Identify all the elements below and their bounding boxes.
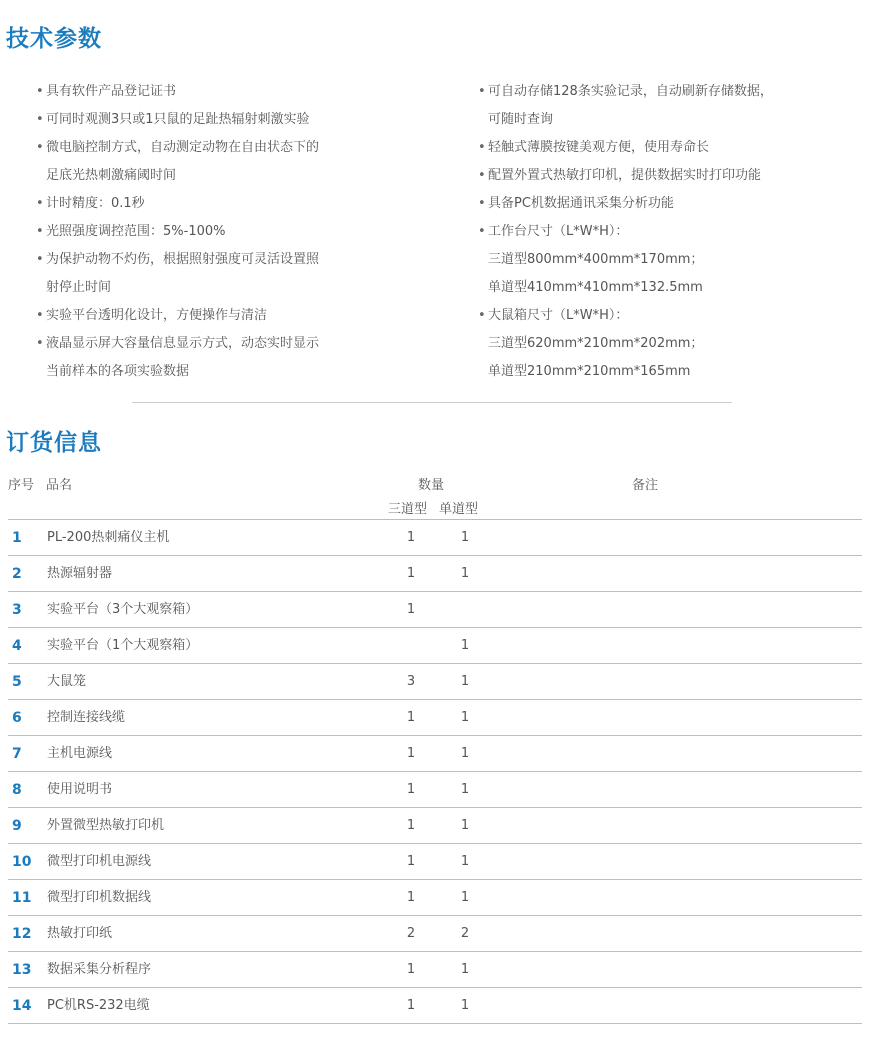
table-row [8, 772, 862, 808]
spec-item-line: • 具备PC机数据通讯采集分析功能 [478, 190, 858, 218]
row-name: PL-200热刺痛仪主机 [47, 530, 170, 545]
spec-item [478, 190, 858, 218]
row-qty-single: 1 [460, 962, 470, 977]
spec-item-line: • 可自动存储128条实验记录，自动刷新存储数据， [478, 78, 858, 106]
row-qty-three: 1 [406, 962, 416, 977]
header-quantity: 数量 [418, 478, 445, 493]
table-row [8, 916, 862, 952]
spec-item [36, 134, 436, 190]
row-name: 外置微型热敏打印机 [47, 818, 165, 833]
row-number: 12 [12, 926, 32, 942]
row-qty-single: 1 [460, 818, 470, 833]
spec-item-line: • 具有软件产品登记证书 [36, 78, 436, 106]
row-qty-single: 1 [460, 890, 470, 905]
spec-item [36, 106, 436, 134]
row-name: 微型打印机电源线 [47, 854, 152, 869]
spec-item-line: • 为保护动物不灼伤，根据照射强度可灵活设置照 [36, 246, 436, 274]
spec-item [36, 330, 436, 386]
spec-item-line: • 可同时观测3只或1只鼠的足趾热辐射刺激实验 [36, 106, 436, 134]
row-name: 实验平台（1个大观察箱） [47, 638, 199, 653]
row-qty-three: 1 [406, 746, 416, 761]
row-name: 主机电源线 [47, 746, 113, 761]
spec-item-line: • 工作台尺寸（L*W*H）： [478, 218, 858, 246]
header-three-channel: 三道型 [388, 502, 428, 517]
row-number: 13 [12, 962, 32, 978]
row-name: 大鼠笼 [47, 674, 87, 689]
spec-item-line: • 配置外置式热敏打印机，提供数据实时打印功能 [478, 162, 858, 190]
table-row [8, 988, 862, 1024]
table-row [8, 736, 862, 772]
row-qty-single: 1 [460, 710, 470, 725]
row-number: 4 [12, 638, 22, 654]
spec-item [478, 162, 858, 190]
row-qty-three: 1 [406, 854, 416, 869]
spec-item-line: 当前样本的各项实验数据 [46, 364, 190, 379]
spec-list-left [36, 78, 436, 386]
spec-item-line: • 大鼠箱尺寸（L*W*H）： [478, 302, 858, 330]
spec-item [478, 134, 858, 162]
row-qty-single: 1 [460, 638, 470, 653]
row-qty-three: 1 [406, 530, 416, 545]
spec-item-line: • 光照强度调控范围：5%-100% [36, 218, 436, 246]
row-qty-three: 1 [406, 890, 416, 905]
order-section-title: 订货信息 [6, 430, 102, 456]
row-name: 控制连接线缆 [47, 710, 126, 725]
spec-list-right [478, 78, 858, 386]
spec-item [36, 190, 436, 218]
spec-section-title: 技术参数 [6, 26, 102, 52]
table-row [8, 664, 862, 700]
row-qty-three: 1 [406, 782, 416, 797]
order-table-header [0, 472, 870, 520]
spec-item-line: 单道型410mm*410mm*132.5mm [488, 280, 703, 295]
row-number: 3 [12, 602, 22, 618]
spec-item [36, 246, 436, 302]
spec-item-line: • 微电脑控制方式，自动测定动物在自由状态下的 [36, 134, 436, 162]
table-row [8, 628, 862, 664]
table-row [8, 556, 862, 592]
spec-item-line: • 实验平台透明化设计，方便操作与清洁 [36, 302, 436, 330]
row-number: 10 [12, 854, 32, 870]
row-qty-single: 1 [460, 782, 470, 797]
row-qty-three: 1 [406, 602, 416, 617]
spec-item-line: • 液晶显示屏大容量信息显示方式，动态实时显示 [36, 330, 436, 358]
row-number: 11 [12, 890, 32, 906]
header-note: 备注 [632, 478, 659, 493]
table-row [8, 592, 862, 628]
row-number: 7 [12, 746, 22, 762]
spec-item-line: 三道型620mm*210mm*202mm； [488, 336, 704, 351]
row-name: 使用说明书 [47, 782, 113, 797]
header-no: 序号 [8, 478, 35, 493]
table-row [8, 808, 862, 844]
row-qty-three: 1 [406, 710, 416, 725]
row-qty-three: 3 [406, 674, 416, 689]
row-number: 14 [12, 998, 32, 1014]
row-number: 8 [12, 782, 22, 798]
row-number: 6 [12, 710, 22, 726]
table-row [8, 700, 862, 736]
row-number: 9 [12, 818, 22, 834]
row-name: 实验平台（3个大观察箱） [47, 602, 199, 617]
header-name: 品名 [46, 478, 73, 493]
order-table-body [8, 519, 862, 1024]
spec-item-line: • 轻触式薄膜按键美观方便，使用寿命长 [478, 134, 858, 162]
row-qty-three: 1 [406, 998, 416, 1013]
row-qty-single: 1 [460, 530, 470, 545]
row-name: 热敏打印纸 [47, 926, 113, 941]
table-row [8, 520, 862, 556]
spec-item [478, 302, 858, 386]
table-row [8, 952, 862, 988]
row-qty-single: 2 [460, 926, 470, 941]
row-number: 2 [12, 566, 22, 582]
spec-item-line: 足底光热刺激痛阈时间 [46, 168, 177, 183]
row-qty-single: 1 [460, 674, 470, 689]
row-name: 热源辐射器 [47, 566, 113, 581]
spec-item [478, 78, 858, 134]
spec-item [36, 302, 436, 330]
spec-item-line: 三道型800mm*400mm*170mm； [488, 252, 704, 267]
row-number: 5 [12, 674, 22, 690]
row-name: 微型打印机数据线 [47, 890, 152, 905]
table-row [8, 880, 862, 916]
row-qty-three: 1 [406, 566, 416, 581]
row-qty-single: 1 [460, 998, 470, 1013]
row-qty-three: 1 [406, 818, 416, 833]
spec-item-line: 射停止时间 [46, 280, 112, 295]
spec-item [478, 218, 858, 302]
spec-item-line: 单道型210mm*210mm*165mm [488, 364, 691, 379]
spec-item-line: 可随时查询 [488, 112, 554, 127]
row-qty-single: 1 [460, 566, 470, 581]
row-qty-single: 1 [460, 854, 470, 869]
row-name: 数据采集分析程序 [47, 962, 152, 977]
section-divider [132, 402, 732, 403]
row-qty-three: 2 [406, 926, 416, 941]
row-name: PC机RS-232电缆 [47, 998, 150, 1013]
header-single-channel: 单道型 [439, 502, 479, 517]
spec-item [36, 78, 436, 106]
row-qty-single: 1 [460, 746, 470, 761]
spec-item [36, 218, 436, 246]
row-number: 1 [12, 530, 22, 546]
spec-item-line: • 计时精度：0.1秒 [36, 190, 436, 218]
table-row [8, 844, 862, 880]
